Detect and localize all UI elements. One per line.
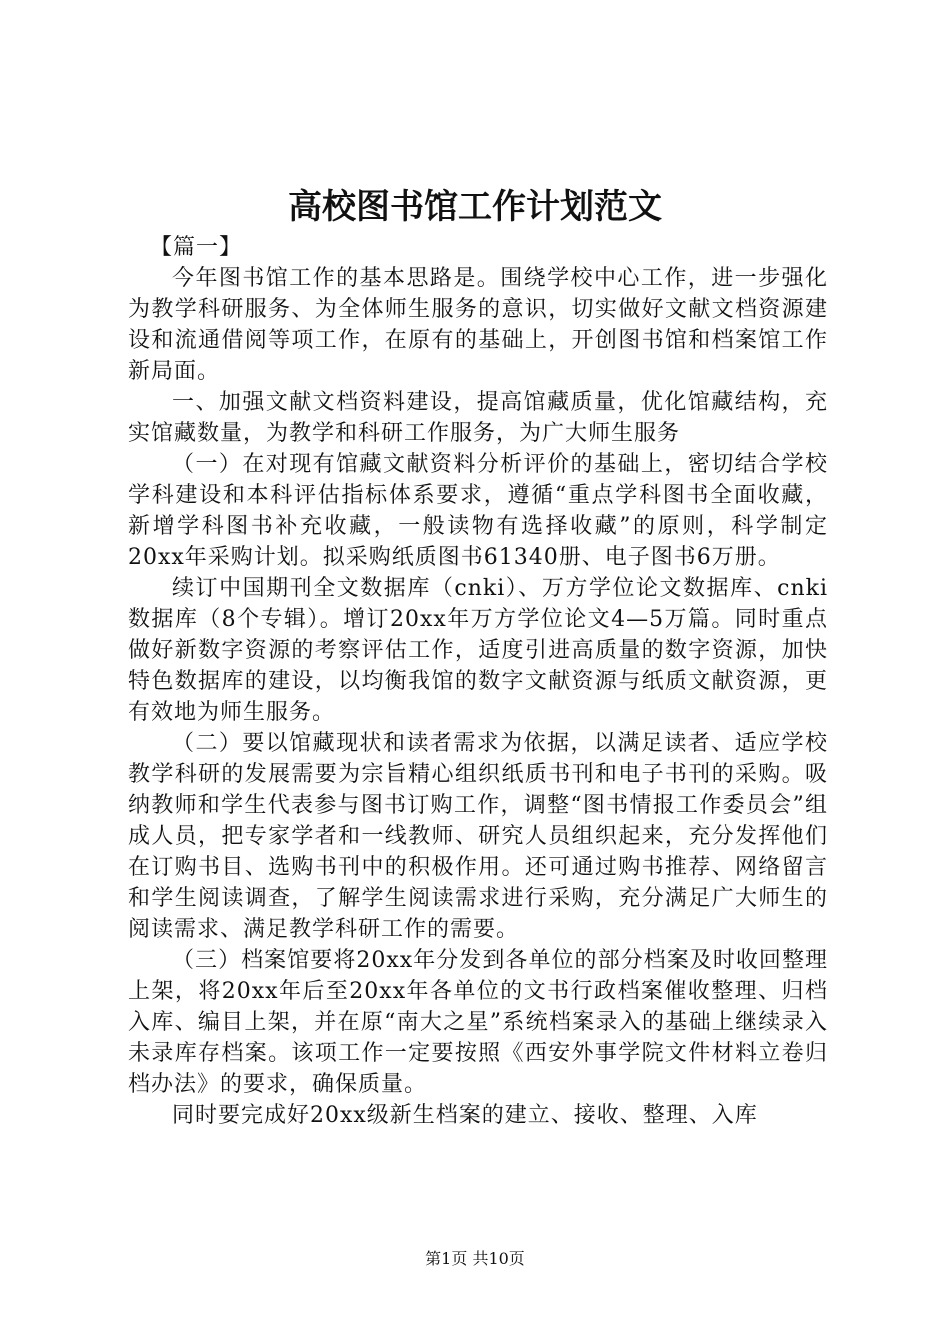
section-heading-part-one: 【篇一】	[150, 235, 243, 260]
paragraph-item-one: （一）在对现有馆藏文献资料分析评价的基础上，密切结合学校学科建设和本科评估指标体系要求，遵循“重点学科图书全面收藏，新增学科图书补充收藏，一般读物有选择收藏”的原则，科学制定20xx年采购计划。拟采购纸质图书61340册、电子图书6万册。	[128, 452, 828, 570]
paragraph-new-students: 同时要完成好20xx级新生档案的建立、接收、整理、入库	[172, 1103, 758, 1128]
paragraph-intro: 今年图书馆工作的基本思路是。围绕学校中心工作，进一步强化为教学科研服务、为全体师生服务的意识，切实做好文献文档资源建设和流通借阅等项工作，在原有的基础上，开创图书馆和档案馆工作新局面。	[128, 266, 828, 384]
paragraph-databases: 续订中国期刊全文数据库（cnki）、万方学位论文数据库、cnki数据库（8个专辑）。增订20xx年万方学位论文4—5万篇。同时重点做好新数字资源的考察评估工作，适度引进高质量的数字资源，加快特色数据库的建设，以均衡我馆的数字文献资源与纸质文献资源，更有效地为师生服务。	[128, 576, 828, 725]
document-body	[128, 232, 828, 1131]
paragraph-item-two: （二）要以馆藏现状和读者需求为依据，以满足读者、适应学校教学科研的发展需要为宗旨精心组织纸质书刊和电子书刊的采购。吸纳教师和学生代表参与图书订购工作，调整“图书情报工作委员会”组成人员，把专家学者和一线教师、研究人员组织起来，充分发挥他们在订购书目、选购书刊中的积极作用。还可通过购书推荐、网络留言和学生阅读调查，了解学生阅读需求进行采购，充分满足广大师生的阅读需求、满足教学科研工作的需要。	[128, 731, 828, 942]
paragraph-heading-one: 一、加强文献文档资料建设，提高馆藏质量，优化馆藏结构，充实馆藏数量，为教学和科研工作服务，为广大师生服务	[128, 390, 828, 446]
paragraph-item-three: （三）档案馆要将20xx年分发到各单位的部分档案及时收回整理上架，将20xx年后至20xx年各单位的文书行政档案催收整理、归档入库、编目上架，并在原“南大之星”系统档案录入的基础上继续录入未录库存档案。该项工作一定要按照《西安外事学院文件材料立卷归档办法》的要求，确保质量。	[128, 948, 828, 1097]
page-number-footer: 第1页 共10页	[425, 1249, 525, 1268]
document-title: 高校图书馆工作计划范文	[288, 187, 662, 227]
